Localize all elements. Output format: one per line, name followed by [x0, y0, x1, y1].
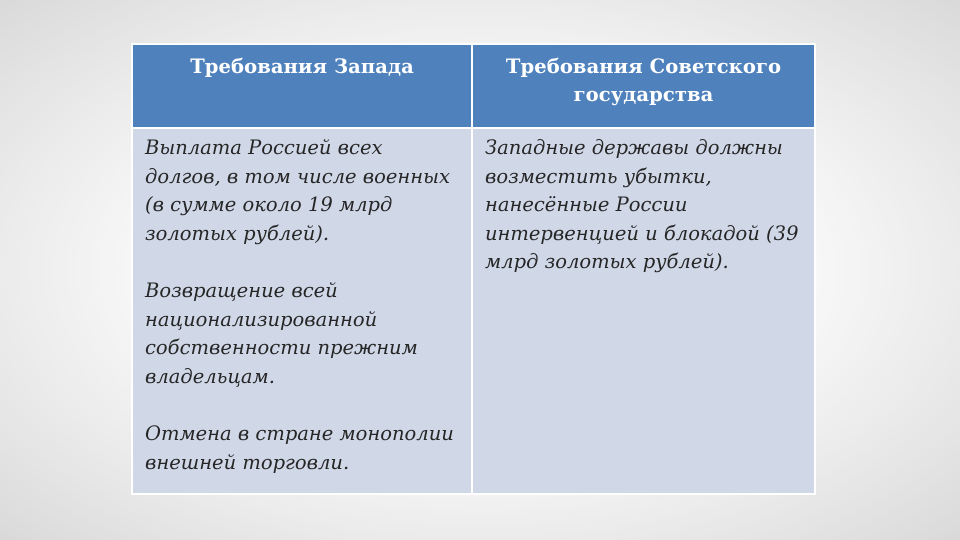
demands-table	[131, 43, 816, 495]
west-demand-debts: Выплата Россией всех долгов, в том числе военных (в сумме около 19 млрд золотых рублей).	[145, 136, 450, 245]
table-header-row	[132, 44, 815, 128]
cell-soviet-demands	[472, 128, 815, 494]
soviet-demand-compensation: Западные державы должны возместить убытки, нанесённые России интервенцией и блокадой (39 млрд золотых рублей).	[485, 136, 799, 274]
header-west-demands: Требования Запада	[132, 44, 472, 128]
west-demand-property: Возвращение всей национализированной собственности прежним владельцам.	[145, 278, 418, 388]
cell-west-demands	[132, 128, 472, 494]
west-demand-trade-monopoly: Отмена в стране монополии внешней торговли.	[145, 421, 454, 474]
header-soviet-demands: Требования Советского государства	[472, 44, 815, 128]
table-row	[132, 128, 815, 494]
